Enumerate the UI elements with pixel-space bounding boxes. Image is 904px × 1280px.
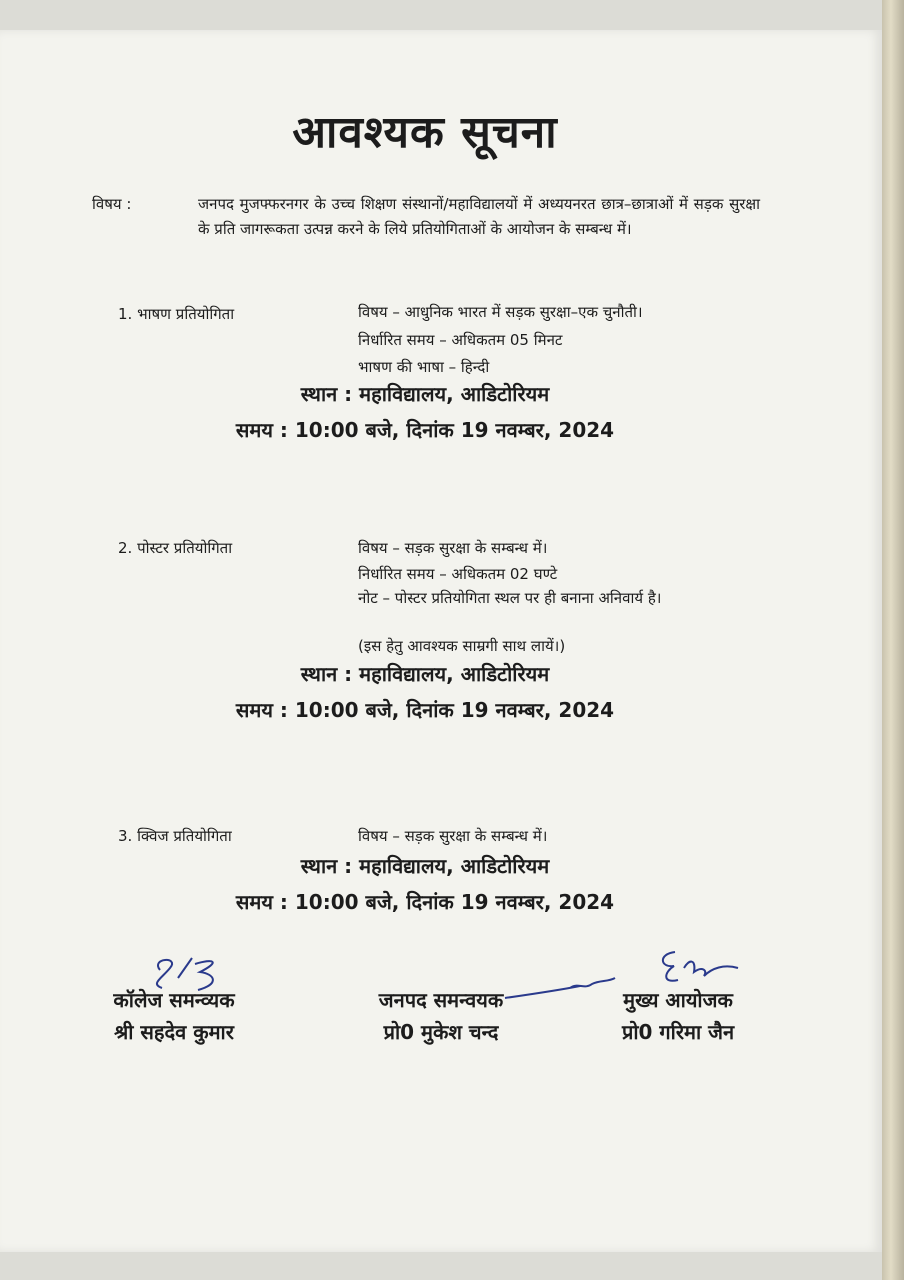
signatory-2-role: जनपद समन्वयक <box>378 988 504 1012</box>
competition-1-venue: स्थान : महाविद्यालय, आडिटोरियम <box>300 382 550 406</box>
signatory-1 <box>90 984 258 1048</box>
signatory-2 <box>356 984 526 1048</box>
signatory-3-role: मुख्य आयोजक <box>623 988 733 1012</box>
competition-3-title: 3. क्विज प्रतियोगिता <box>118 827 232 845</box>
signature-mark-3 <box>650 940 750 990</box>
competition-1-detail-3: भाषण की भाषा – हिन्दी <box>358 358 490 376</box>
competition-2-time: समय : 10:00 बजे, दिनांक 19 नवम्बर, 2024 <box>235 698 615 722</box>
competition-1-time: समय : 10:00 बजे, दिनांक 19 नवम्बर, 2024 <box>235 418 615 442</box>
competition-2-detail-2: निर्धारित समय – अधिकतम 02 घण्टे <box>358 565 558 583</box>
competition-2-venue: स्थान : महाविद्यालय, आडिटोरियम <box>300 662 550 686</box>
notice-title: आवश्यक सूचना <box>292 107 558 158</box>
competition-2-detail-1: विषय – सड़क सुरक्षा के सम्बन्ध में। <box>358 539 548 557</box>
competition-2-title: 2. पोस्टर प्रतियोगिता <box>118 539 233 557</box>
competition-1-detail-1: विषय – आधुनिक भारत में सड़क सुरक्षा–एक चुनौती। <box>358 303 643 321</box>
competition-1-title: 1. भाषण प्रतियोगिता <box>118 305 235 323</box>
signatory-3-name: प्रो0 गरिमा जैन <box>621 1020 735 1044</box>
competition-2-detail-4: (इस हेतु आवश्यक साम्रगी साथ लायें।) <box>358 637 566 655</box>
subject-label: विषय : <box>92 195 132 213</box>
competition-3-venue: स्थान : महाविद्यालय, आडिटोरियम <box>300 854 550 878</box>
competition-3-time: समय : 10:00 बजे, दिनांक 19 नवम्बर, 2024 <box>235 890 615 914</box>
competition-1-detail-2: निर्धारित समय – अधिकतम 05 मिनट <box>358 331 563 349</box>
competition-2-detail-3: नोट – पोस्टर प्रतियोगिता स्थल पर ही बनाना अनिवार्य है। <box>358 589 662 607</box>
competition-3-detail-1: विषय – सड़क सुरक्षा के सम्बन्ध में। <box>358 827 548 845</box>
signatory-2-name: प्रो0 मुकेश चन्द <box>383 1020 499 1044</box>
subject-text: जनपद मुजफ्फरनगर के उच्च शिक्षण संस्थानों/महाविद्यालयों में अध्ययनरत छात्र–छात्राओं में सड़क सुरक्षा के प्रति जागरूकता उत्पन्न करने के लिये प्रतियोगिताओं के आयोजन के सम्बन्ध में। <box>198 195 760 238</box>
signatory-1-role: कॉलेज समन्व्यक <box>113 988 235 1012</box>
page-edge <box>882 0 904 1280</box>
signatory-3 <box>598 984 758 1048</box>
signatory-1-name: श्री सहदेव कुमार <box>114 1020 234 1044</box>
